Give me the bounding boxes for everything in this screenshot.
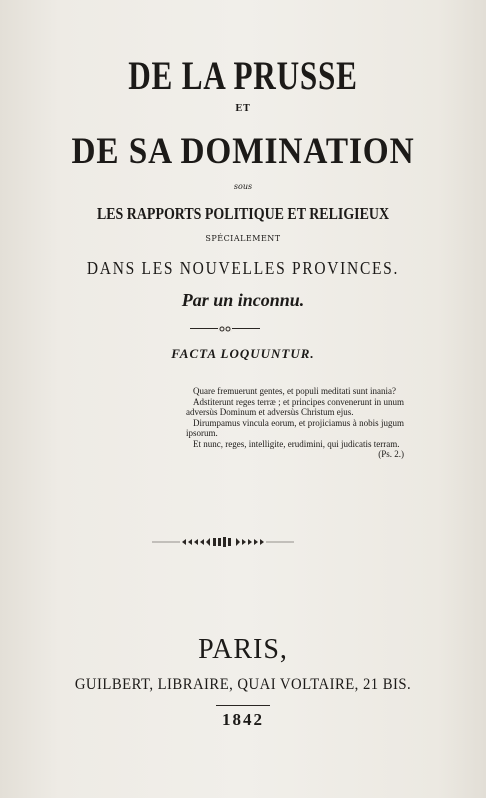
- imprint-publisher: GUILBERT, LIBRAIRE, QUAI VOLTAIRE, 21 BIS.: [74, 676, 412, 693]
- epigraph-line: Quare fremuerunt gentes, et populi meditati sunt inania?: [193, 386, 396, 396]
- title-conjunction: ET: [235, 104, 251, 114]
- title-line-1: DE LA PRUSSE: [128, 53, 358, 98]
- epigraph-reference: (Ps. 2.): [378, 449, 404, 459]
- epigraph-line: Adstiterunt reges terræ ; et principes convenerunt in unum adversùs Dominum et adversùs Christum ejus.: [186, 396, 404, 417]
- imprint-year: 1842: [222, 710, 264, 729]
- imprint-rule: [216, 705, 270, 706]
- title-line-2: DE SA DOMINATION: [71, 131, 415, 172]
- specialement-label: SPÉCIALEMENT: [205, 234, 281, 243]
- ornamental-divider-icon: [152, 535, 294, 549]
- author-byline: Par un inconnu.: [181, 290, 305, 310]
- epigraph-line: Dirumpamus vincula eorum, et projiciamus à nobis jugum ipsorum.: [186, 417, 404, 438]
- provinces-line: DANS LES NOUVELLES PROVINCES.: [86, 258, 400, 278]
- motto: FACTA LOQUUNTUR.: [171, 346, 315, 361]
- subtitle: LES RAPPORTS POLITIQUE ET RELIGIEUX: [96, 204, 390, 223]
- rule-ornament-icon: [218, 323, 232, 335]
- imprint-city: PARIS,: [198, 634, 288, 665]
- epigraph-line: [186, 438, 404, 459]
- epigraph-last-text: Et nunc, reges, intelligite, erudimini, qui judicatis terram.: [193, 438, 400, 449]
- sous-label: sous: [233, 182, 253, 191]
- epigraph: [186, 386, 404, 460]
